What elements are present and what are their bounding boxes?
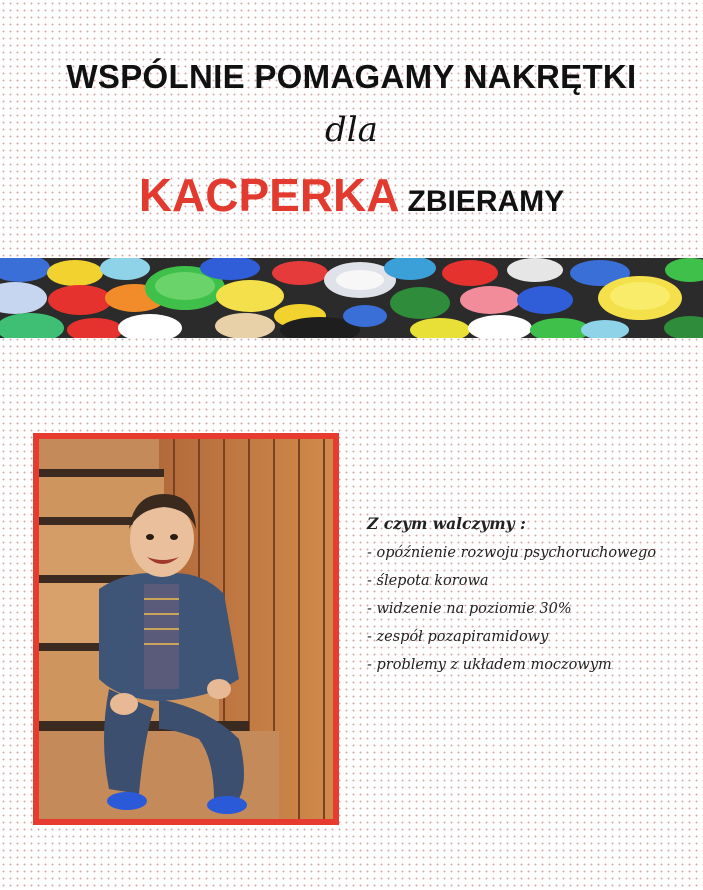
headline-dla: dla [325, 110, 378, 150]
list-item: - widzenie na poziomie 30% [367, 601, 572, 617]
bottle-caps-image [0, 258, 703, 338]
list-item: - zespół pozapiramidowy [367, 629, 549, 645]
headline-top: WSPÓLNIE POMAGAMY NAKRĘTKI [66, 58, 637, 95]
list-item: - opóźnienie rozwoju psychoruchowego [367, 545, 657, 561]
headline-action: ZBIERAMY [407, 185, 565, 218]
headline-name-line [0, 168, 703, 222]
child-on-stairs-image [39, 439, 333, 819]
illness-list-heading: Z czym walczymy : [367, 514, 526, 533]
illness-list [367, 514, 697, 685]
list-item: - ślepota korowa [367, 573, 489, 589]
bottle-caps-banner [0, 258, 703, 338]
list-item: - problemy z układem moczowym [367, 657, 612, 673]
child-photo [39, 439, 333, 819]
child-name: KACPERKA [138, 169, 400, 221]
photo-frame [33, 433, 339, 825]
